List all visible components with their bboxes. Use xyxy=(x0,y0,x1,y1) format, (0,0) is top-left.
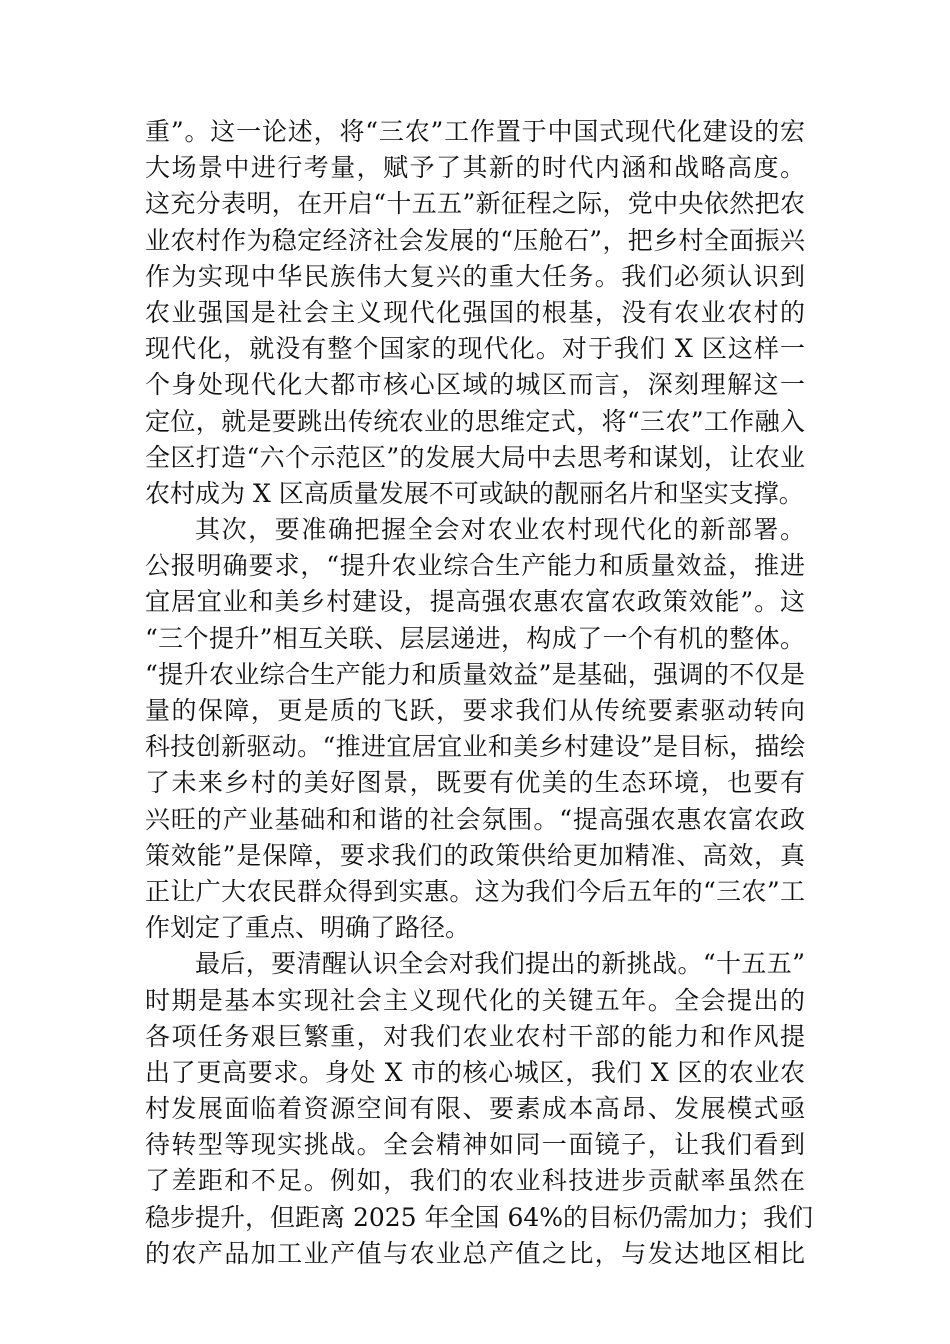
text-line: 了差距和不足。例如，我们的农业科技进步贡献率虽然在 xyxy=(145,1166,805,1196)
text-line: 正让广大农民群众得到实惠。这为我们今后五年的“三农”工 xyxy=(145,876,805,906)
text-line: 的农产品加工业产值与农业总产值之比，与发达地区相比 xyxy=(145,1238,805,1268)
text-line: 稳步提升，但距离 2025 年全国 64%的目标仍需加力；我们 xyxy=(145,1202,814,1232)
text-line: 其次，要准确把握全会对农业农村现代化的新部署。 xyxy=(195,515,805,545)
text-line: 这充分表明，在开启“十五五”新征程之际，党中央依然把农 xyxy=(145,189,805,219)
text-line: 各项任务艰巨繁重，对我们农业农村干部的能力和作风提 xyxy=(145,1021,805,1051)
text-line: 现代化，就没有整个国家的现代化。对于我们 X 区这样一 xyxy=(145,334,805,364)
text-line: 公报明确要求，“提升农业综合生产能力和质量效益，推进 xyxy=(145,551,805,581)
text-line: 村发展面临着资源空间有限、要素成本高昂、发展模式亟 xyxy=(145,1094,805,1124)
text-line: “提升农业综合生产能力和质量效益”是基础，强调的不仅是 xyxy=(145,659,805,689)
text-line: 时期是基本实现社会主义现代化的关键五年。全会提出的 xyxy=(145,985,805,1015)
text-line: 最后，要清醒认识全会对我们提出的新挑战。“十五五” xyxy=(195,949,805,979)
text-line: 个身处现代化大都市核心区域的城区而言，深刻理解这一 xyxy=(145,370,805,400)
text-line: 宜居宜业和美乡村建设，提高强农惠农富农政策效能”。这 xyxy=(145,587,805,617)
text-line: 全区打造“六个示范区”的发展大局中去思考和谋划，让农业 xyxy=(145,442,805,472)
text-line: “三个提升”相互关联、层层递进，构成了一个有机的整体。 xyxy=(145,623,805,653)
text-line: 农业强国是社会主义现代化强国的根基，没有农业农村的 xyxy=(145,297,805,327)
text-line: 了未来乡村的美好图景，既要有优美的生态环境，也要有 xyxy=(145,768,805,798)
body-text xyxy=(145,114,814,1272)
text-line: 科技创新驱动。“推进宜居宜业和美乡村建设”是目标，描绘 xyxy=(145,732,805,762)
text-line: 作为实现中华民族伟大复兴的重大任务。我们必须认识到 xyxy=(145,261,805,291)
text-line: 作划定了重点、明确了路径。 xyxy=(145,913,471,943)
text-line: 农村成为 X 区高质量发展不可或缺的靓丽名片和坚实支撑。 xyxy=(145,478,804,508)
text-line: 量的保障，更是质的飞跃，要求我们从传统要素驱动转向 xyxy=(145,696,805,725)
text-line: 定位，就是要跳出传统农业的思维定式，将“三农”工作融入 xyxy=(145,406,805,436)
text-line: 大场景中进行考量，赋予了其新的时代内涵和战略高度。 xyxy=(145,153,805,183)
text-line: 业农村作为稳定经济社会发展的“压舱石”，把乡村全面振兴 xyxy=(145,225,805,255)
text-line: 待转型等现实挑战。全会精神如同一面镜子，让我们看到 xyxy=(145,1130,805,1160)
text-line: 出了更高要求。身处 X 市的核心城区，我们 X 区的农业农 xyxy=(145,1057,805,1087)
text-line: 策效能”是保障，要求我们的政策供给更加精准、高效，真 xyxy=(145,840,805,870)
text-line: 重”。这一论述，将“三农”工作置于中国式现代化建设的宏 xyxy=(145,117,805,146)
text-line: 兴旺的产业基础和和谐的社会氛围。“提高强农惠农富农政 xyxy=(145,804,805,834)
